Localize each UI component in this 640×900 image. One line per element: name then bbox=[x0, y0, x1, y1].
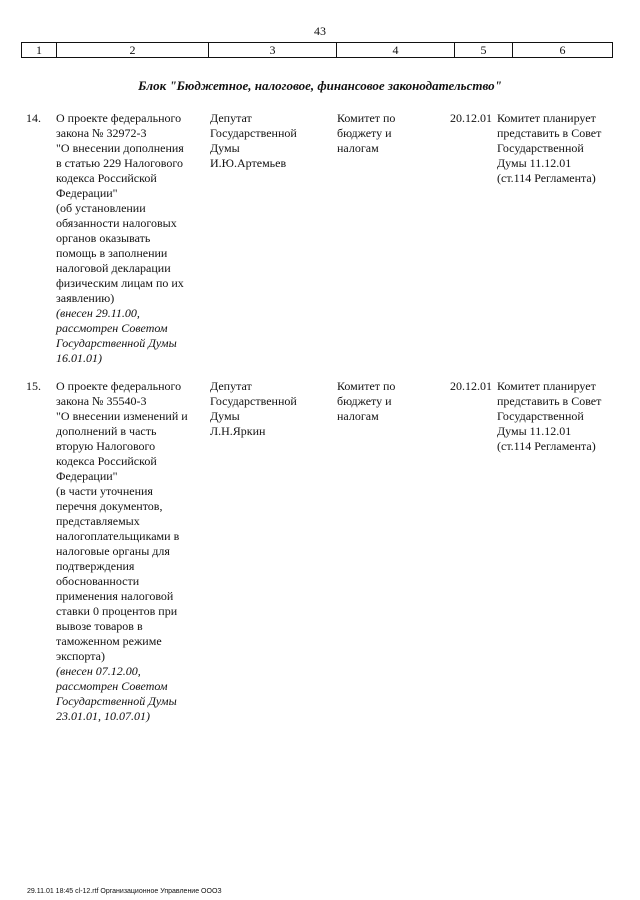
status-line: Государственной bbox=[497, 409, 584, 423]
entry-status bbox=[497, 379, 619, 454]
note-line: 23.01.01, 10.07.01) bbox=[56, 709, 150, 723]
header-cell-3: 3 bbox=[208, 43, 336, 57]
title-line: обязанности налоговых bbox=[56, 216, 177, 230]
title-line: экспорта) bbox=[56, 649, 105, 663]
title-line: закона № 35540-3 bbox=[56, 394, 147, 408]
title-line: представляемых bbox=[56, 514, 140, 528]
title-line: закона № 32972-3 bbox=[56, 126, 147, 140]
header-cell-6: 6 bbox=[512, 43, 612, 57]
author-line: Депутат bbox=[210, 379, 252, 393]
author-line: Депутат bbox=[210, 111, 252, 125]
status-line: Думы 11.12.01 bbox=[497, 156, 572, 170]
committee-line: Комитет по bbox=[337, 111, 396, 125]
status-line: (ст.114 Регламента) bbox=[497, 171, 596, 185]
note-line: Государственной Думы bbox=[56, 336, 177, 350]
status-line: представить в Совет bbox=[497, 126, 602, 140]
note-line: рассмотрен Советом bbox=[56, 321, 168, 335]
title-line: в статью 229 Налогового bbox=[56, 156, 183, 170]
title-line: налоговой декларации bbox=[56, 261, 171, 275]
note-line: рассмотрен Советом bbox=[56, 679, 168, 693]
header-cell-4: 4 bbox=[336, 43, 454, 57]
status-line: (ст.114 Регламента) bbox=[497, 439, 596, 453]
footer-print-info: 29.11.01 18:45 cl-12.rtf Организационное Управление ОООЗ bbox=[27, 888, 222, 895]
title-line: ставки 0 процентов при bbox=[56, 604, 178, 618]
column-number-header bbox=[21, 42, 613, 58]
status-line: Государственной bbox=[497, 141, 584, 155]
title-line: "О внесении дополнения bbox=[56, 141, 184, 155]
note-line: (внесен 29.11.00, bbox=[56, 306, 140, 320]
committee-line: бюджету и bbox=[337, 394, 392, 408]
note-line: (внесен 07.12.00, bbox=[56, 664, 141, 678]
author-line: Л.Н.Яркин bbox=[210, 424, 266, 438]
header-cell-5: 5 bbox=[454, 43, 512, 57]
title-line: кодекса Российской bbox=[56, 171, 157, 185]
header-cell-2: 2 bbox=[56, 43, 208, 57]
entry-title bbox=[56, 111, 206, 366]
title-line: (в части уточнения bbox=[56, 484, 153, 498]
title-line: вывозе товаров в bbox=[56, 619, 143, 633]
title-line: перечня документов, bbox=[56, 499, 163, 513]
entry-author bbox=[210, 111, 330, 171]
title-line: дополнений в часть bbox=[56, 424, 157, 438]
header-cell-1: 1 bbox=[36, 43, 42, 57]
entry-committee bbox=[337, 379, 429, 424]
entry-number: 15. bbox=[26, 379, 41, 393]
author-line: И.Ю.Артемьев bbox=[210, 156, 287, 170]
title-line: вторую Налогового bbox=[56, 439, 156, 453]
status-line: Комитет планирует bbox=[497, 379, 596, 393]
entry-status bbox=[497, 111, 619, 186]
status-line: Комитет планирует bbox=[497, 111, 596, 125]
author-line: Государственной bbox=[210, 126, 297, 140]
entry-title bbox=[56, 379, 206, 724]
title-line: заявлению) bbox=[56, 291, 115, 305]
title-line: (об установлении bbox=[56, 201, 146, 215]
page-number: 43 bbox=[314, 24, 326, 38]
entry-date: 20.12.01 bbox=[450, 379, 492, 393]
title-line: подтверждения bbox=[56, 559, 135, 573]
entry-committee bbox=[337, 111, 429, 156]
author-line: Думы bbox=[210, 141, 240, 155]
title-line: кодекса Российской bbox=[56, 454, 157, 468]
title-line: таможенном режиме bbox=[56, 634, 162, 648]
title-line: "О внесении изменений и bbox=[56, 409, 188, 423]
status-line: Думы 11.12.01 bbox=[497, 424, 572, 438]
committee-line: Комитет по bbox=[337, 379, 396, 393]
committee-line: бюджету и bbox=[337, 126, 392, 140]
entry-date: 20.12.01 bbox=[450, 111, 492, 125]
title-line: налоговые органы для bbox=[56, 544, 170, 558]
title-line: физическим лицам по их bbox=[56, 276, 184, 290]
block-title: Блок "Бюджетное, налоговое, финансовое законодательство" bbox=[138, 78, 502, 93]
committee-line: налогам bbox=[337, 409, 379, 423]
title-line: обоснованности bbox=[56, 574, 140, 588]
author-line: Думы bbox=[210, 409, 240, 423]
note-line: Государственной Думы bbox=[56, 694, 177, 708]
status-line: представить в Совет bbox=[497, 394, 602, 408]
title-line: Федерации" bbox=[56, 469, 118, 483]
note-line: 16.01.01) bbox=[56, 351, 102, 365]
committee-line: налогам bbox=[337, 141, 379, 155]
entry-number: 14. bbox=[26, 111, 41, 125]
title-line: органов оказывать bbox=[56, 231, 151, 245]
author-line: Государственной bbox=[210, 394, 297, 408]
title-line: О проекте федерального bbox=[56, 111, 182, 125]
title-line: применения налоговой bbox=[56, 589, 174, 603]
title-line: О проекте федерального bbox=[56, 379, 182, 393]
title-line: помощь в заполнении bbox=[56, 246, 168, 260]
entry-author bbox=[210, 379, 330, 439]
title-line: Федерации" bbox=[56, 186, 118, 200]
title-line: налогоплательщиками в bbox=[56, 529, 180, 543]
